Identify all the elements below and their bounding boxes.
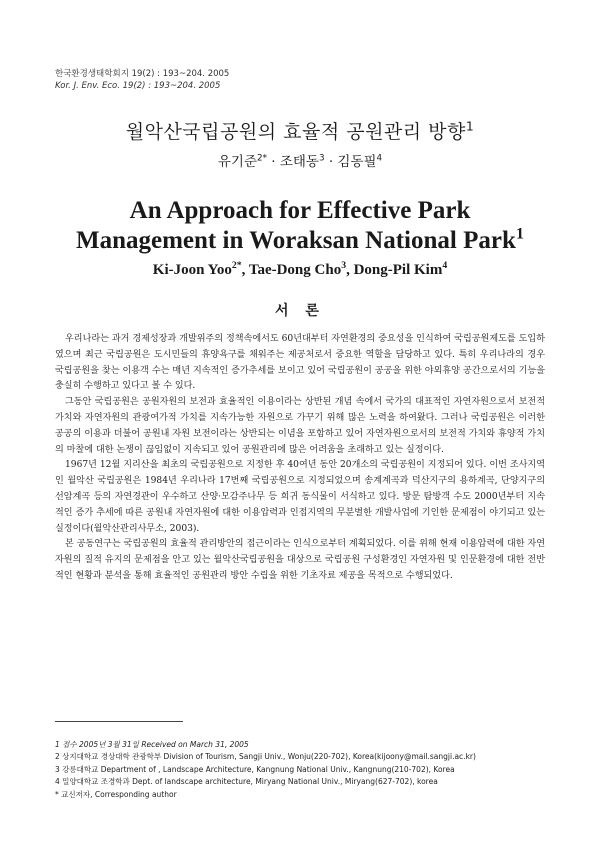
footnote-divider xyxy=(55,721,183,722)
title-korean xyxy=(0,117,600,144)
author-english-affiliation-mark: 2* xyxy=(231,260,242,271)
author-separator: · xyxy=(266,154,280,170)
author-english xyxy=(354,262,448,278)
author-separator: · xyxy=(324,154,338,170)
author-korean xyxy=(337,154,382,170)
paragraph: 본 공동연구는 국립공원의 효율적 관리방안의 접근이라는 인식으로부터 계획되었다. 이를 위해 현재 이용압력에 대한 자연자원의 질적 유지의 문제점을 안고 있는 월악산국립공원을 대상으로 국립공원 구성환경인 자연자원 및 인문환경에 대한 전반적인 현황과 분석을 통해 효율적인 공원관리 방안 수립을 위한 기초자료 제공을 목적으로 수행되었다. xyxy=(55,539,545,581)
title-english-footnote-mark: 1 xyxy=(515,224,524,243)
author-english-name: Tae-Dong Cho xyxy=(248,262,342,278)
title-english-text: An Approach for Effective Park Management in Woraksan National Park xyxy=(76,197,516,254)
author-korean xyxy=(280,154,325,170)
footnote-affiliation: 2 상지대학교 경상대학 관광학부 Division of Tourism, Sangji Univ., Wonju(220-702), Korea(kijoony@mail.sangji.ac.kr) xyxy=(55,752,476,762)
author-english-affiliation-mark: 3 xyxy=(341,260,347,271)
author-separator: , xyxy=(346,262,354,278)
author-korean xyxy=(218,154,267,170)
author-english xyxy=(249,262,346,278)
title-english xyxy=(60,196,540,256)
author-korean-affiliation-mark: 3 xyxy=(318,153,325,164)
author-english xyxy=(153,262,242,278)
paragraph: 우리나라는 과거 경제성장과 개발위주의 정책속에서도 60년대부터 자연환경의 중요성을 인식하여 국립공원제도를 도입하였으며 최근 국립공원은 도시민들의 휴양욕구를 채워주는 제공처로서 중요한 역할을 담당하고 있다. 특히 우리나라의 경우 국립공원을 찾는 이용객 수는 매년 지속적인 증가추세를 보이고 있어 국립공원이 공공을 위한 야외휴양 공간으로서의 기능을 충실히 수행하고 있다고 볼 수 있다. xyxy=(55,334,545,392)
journal-citation-korean: 한국환경생태학회지 19(2) : 193~204. 2005 xyxy=(55,69,230,79)
author-english-affiliation-mark: 4 xyxy=(442,260,448,271)
title-korean-footnote-mark: 1 xyxy=(465,119,475,134)
footnote-received: 1 접수 2005년 3월 31일 Received on March 31, 2005 xyxy=(55,740,249,749)
author-korean-name: 유기준 xyxy=(217,154,257,170)
paragraph: 그동안 국립공원은 공원자원의 보전과 효율적인 이용이라는 상반된 개념 속에서 국가의 대표적인 자연자원으로서 보전적 가치와 자연자원의 관광여가적 가치를 지속가능한 자원으로 가꾸기 위해 많은 노력을 하여왔다. 그러나 국립공원은 이러한 공공의 이용과 더불어 공원내 자원 보전이라는 상반되는 이념을 포함하고 있어 자연자원으로서의 보전적 가치와 휴양적 가치의 마찰에 대한 논쟁이 끊임없이 지속되고 있어 공원관리에 많은 어려움을 초래하고 있는 실정이다. xyxy=(55,397,545,455)
journal-citation xyxy=(55,68,229,92)
author-separator: , xyxy=(241,262,249,278)
body-text xyxy=(55,332,545,585)
author-english-name: Ki-Joon Yoo xyxy=(152,262,232,278)
author-korean-affiliation-mark: 4 xyxy=(376,153,383,164)
footnotes xyxy=(55,739,555,801)
footnote-affiliation: 4 밀양대학교 조경학과 Dept. of landscape architecture, Miryang National Univ., Miryang(627-702), korea xyxy=(55,777,438,787)
journal-citation-english: Kor. J. Env. Eco. 19(2) : 193~204. 2005 xyxy=(55,81,221,91)
author-english-name: Dong-Pil Kim xyxy=(353,262,443,278)
author-korean-name: 김동필 xyxy=(337,154,377,170)
footnote-corresponding-author: * 교신저자, Corresponding author xyxy=(55,789,177,799)
author-korean-affiliation-mark: 2* xyxy=(257,153,267,164)
section-heading-introduction: 서 론 xyxy=(275,303,325,319)
footnote-affiliation: 3 강릉대학교 Department of , Landscape Architecture, Kangnung National Univ., Kangnung(210-702), Korea xyxy=(55,764,455,774)
author-korean-name: 조태동 xyxy=(279,154,319,170)
authors-korean xyxy=(0,150,600,170)
paragraph: 1967년 12월 지리산을 최초의 국립공원으로 지정한 후 40여년 동안 20개소의 국립공원이 지정되어 있다. 이번 조사지역인 월악산 국립공원은 1984년 우리나라 17번째 국립공원으로 지정되었으며 송계계곡과 덕산지구의 용하계곡, 단양지구의 선암계곡 등의 자연경관이 우수하고 산양·모감주나무 등 희귀 동식물이 서식하고 있다. 방문 탐방객 수도 2000년부터 지속적인 증가 추세에 따른 공원내 자연자원에 대한 이용압력과 인접지역의 무분별한 개발사업에 기인한 문제점이 야기되고 있는 실정이다(월악산관리사무소, 2003). xyxy=(55,460,545,534)
authors-english xyxy=(0,262,600,279)
title-korean-text: 월악산국립공원의 효율적 공원관리 방향 xyxy=(125,121,466,143)
